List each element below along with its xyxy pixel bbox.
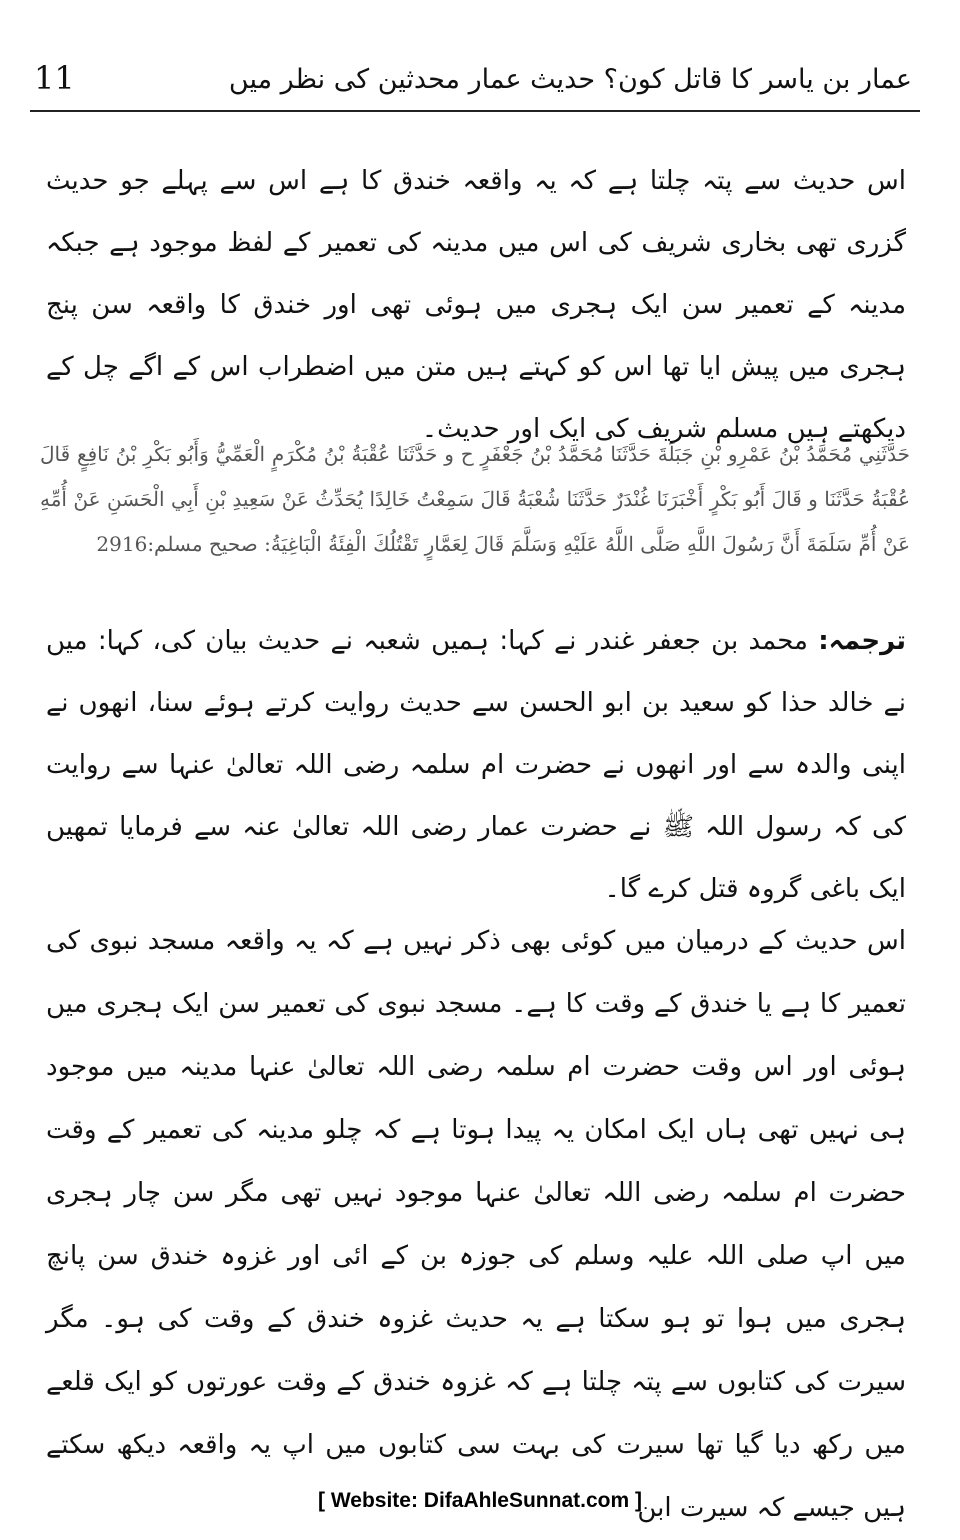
page-header — [32, 52, 920, 104]
paragraph-discussion: اس حدیث کے درمیان میں کوئی بھی ذکر نہیں ہے کہ یہ واقعہ مسجد نبوی کی تعمیر کا ہے یا خندق کے وقت کا ہے۔ مسجد نبوی کی تعمیر سن ایک ہجری میں ہوئی اور اس وقت حضرت ام سلمہ رضی اللہ تعالیٰ عنہا مدینہ میں موجود ہی نہیں تھی ہاں ایک امکان یہ پیدا ہوتا ہے کہ چلو مدینہ کی تعمیر کے وقت حضرت ام سلمہ رضی اللہ تعالیٰ عنہا موجود نہیں تھی مگر سن چار ہجری میں اپ صلی اللہ علیہ وسلم کی جوزہ بن کے ائی اور غزوہ خندق سن پانچ ہجری میں ہوا تو ہو سکتا ہے یہ حدیث غزوہ خندق کے وقت کی ہو۔ مگر سیرت کی کتابوں سے پتہ چلتا ہے کہ غزوہ خندق کے وقت عورتوں کو ایک قلعے میں رکھ دیا گیا تھا سیرت کی بہت سی کتابوں میں اپ یہ واقعہ دیکھ سکتے ہیں جیسے کہ سیرت ابن — [46, 926, 906, 1523]
paragraph-intro: اس حدیث سے پتہ چلتا ہے کہ یہ واقعہ خندق کا ہے اس سے پہلے جو حدیث گزری تھی بخاری شریف کی اس میں مدینہ کی تعمیر کے لفظ موجود ہے جبکہ مدینہ کے تعمیر سن ایک ہجری میں ہوئی تھی اور خندق کا واقعہ سن پنج ہجری میں پیش ایا تھا اس کو کہتے ہیں متن میں اضطراب اس کے اگے چل کے دیکھتے ہیں مسلم شریف کی ایک اور حدیث۔ — [46, 166, 906, 444]
translation-text: محمد بن جعفر غندر نے کہا: ہمیں شعبہ نے حدیث بیان کی، کہا: میں نے خالد حذا کو سعید بن ابو الحسن سے حدیث روایت کرتے ہوئے سنا، انھوں نے اپنی والدہ سے اور انھوں نے حضرت ام سلمہ رضی اللہ تعالیٰ عنہا سے روایت کی کہ رسول اللہ ﷺ نے حضرت عمار رضی اللہ تعالیٰ عنہ سے فرمایا تمھیں ایک باغی گروہ قتل کرے گا۔ — [46, 626, 906, 904]
arabic-hadith-text: حَدَّثَنِي مُحَمَّدُ بْنُ عَمْرِو بْنِ جَبَلَةَ حَدَّثَنَا مُحَمَّدُ بْنُ جَعْفَرٍ ح و حَدَّثَنَا عُقْبَةُ بْنُ مُكْرَمٍ الْعَمِّيُّ وَأَبُو بَكْرِ بْنُ نَافِعٍ قَالَ عُقْبَةُ حَدَّثَنَا و قَالَ أَبُو بَكْرٍ أَخْبَرَنَا غُنْدَرٌ حَدَّثَنَا شُعْبَةُ قَالَ سَمِعْتُ خَالِدًا يُحَدِّثُ عَنْ سَعِيدِ بْنِ أَبِي الْحَسَنِ عَنْ أُمِّهِ عَنْ أُمِّ سَلَمَةَ أَنَّ رَسُولَ اللَّهِ صَلَّى اللَّهُ عَلَيْهِ وَسَلَّمَ قَالَ لِعَمَّارٍ تَقْتُلُكَ الْفِئَةُ الْبَاغِيَةُ: صحیح مسلم:2916 — [40, 442, 910, 556]
website-footer: [ Website: DifaAhleSunnat.com ] — [318, 1489, 642, 1512]
translation-label: ترجمہ: — [818, 626, 907, 656]
page-number: 11 — [34, 59, 75, 97]
translation-paragraph — [46, 610, 906, 920]
running-title: عمار بن یاسر کا قاتل کون؟ حدیث عمار محدثین کی نظر میں — [228, 64, 912, 95]
header-divider — [30, 110, 920, 112]
